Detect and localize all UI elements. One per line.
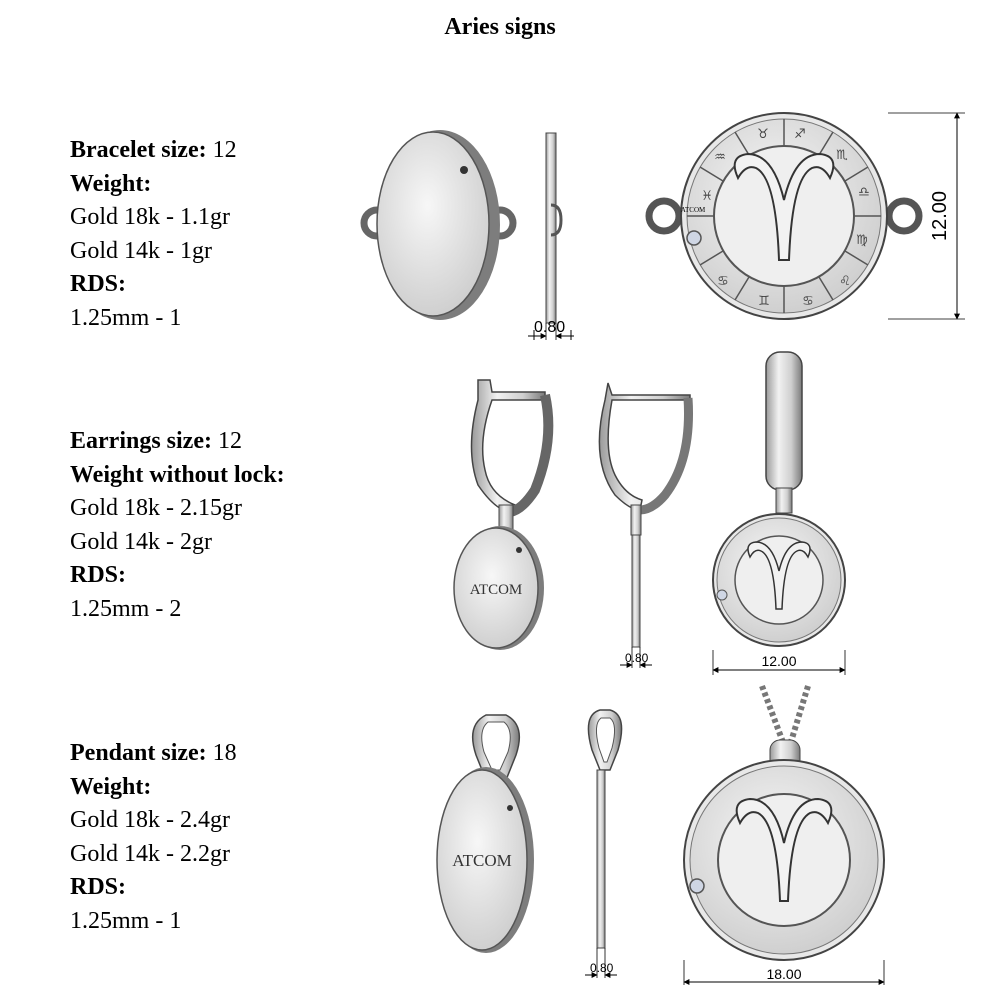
bracelet-rds-value: 1.25mm - 1 [70,304,182,331]
bracelet-engraving: ATCOM [680,206,706,214]
pendant-weight-label: Weight: [70,773,152,800]
earring-side-view [599,383,690,668]
bracelet-size-label: Bracelet size: [70,137,207,163]
svg-text:♉: ♉ [757,127,769,142]
pendant-rds-label: RDS: [70,874,127,900]
pendant-width-dim: 18.00 [766,966,802,982]
earrings-size-value: 12 [211,428,242,454]
pendant-gold14: Gold 14k - 2.2gr [70,840,230,867]
earrings-gold18: Gold 18k - 2.15gr [70,495,242,521]
svg-text:♓: ♓ [701,189,713,204]
earrings-rds-label: RDS: [70,562,127,588]
bracelet-thickness-dim: 0.80 [534,319,566,336]
earrings-rds-value: 1.25mm - 2 [70,595,182,622]
svg-text:♋: ♋ [717,274,729,289]
earring-thickness-dim: 0.80 [625,651,649,665]
earring-3d-view [454,380,548,650]
pendant-size-value: 18 [206,740,237,766]
svg-text:♐: ♐ [794,127,806,142]
pendant-size-label: Pendant size: [70,740,207,766]
bracelet-3d-view [364,130,513,320]
earring-engraving: ATCOM [469,582,523,598]
svg-text:♌: ♌ [839,274,851,289]
pendant-engraving: ATCOM [452,851,512,870]
pendant-side-view [585,710,622,978]
earring-front-view [713,352,845,675]
bracelet-height-dim: 12.00 [929,190,951,242]
bracelet-front-view [649,113,965,319]
page-title: Aries signs [444,14,556,40]
svg-text:♋: ♋ [802,294,814,309]
pendant-gold18: Gold 18k - 2.4gr [70,807,230,833]
bracelet-side-view [528,133,574,340]
pendant-rds-value: 1.25mm - 1 [70,907,182,934]
pendant-front-view [684,686,884,985]
earrings-weight-label: Weight without lock: [70,461,285,488]
pendant-thickness-dim: 0.80 [590,961,614,975]
svg-text:♏: ♏ [836,148,848,163]
earring-width-dim: 12.00 [761,653,797,669]
earrings-size-label: Earrings size: [70,428,212,454]
svg-text:♎: ♎ [858,185,870,200]
svg-text:♍: ♍ [856,233,868,248]
bracelet-rds-label: RDS: [70,271,127,297]
svg-text:♒: ♒ [714,150,726,165]
earrings-gold14: Gold 14k - 2gr [70,528,212,555]
bracelet-gold18: Gold 18k - 1.1gr [70,204,230,230]
pendant-3d-view [437,715,534,953]
bracelet-gold14: Gold 14k - 1gr [70,237,212,264]
svg-text:♊: ♊ [758,294,770,309]
bracelet-size-value: 12 [206,137,237,163]
bracelet-weight-label: Weight: [70,170,152,197]
